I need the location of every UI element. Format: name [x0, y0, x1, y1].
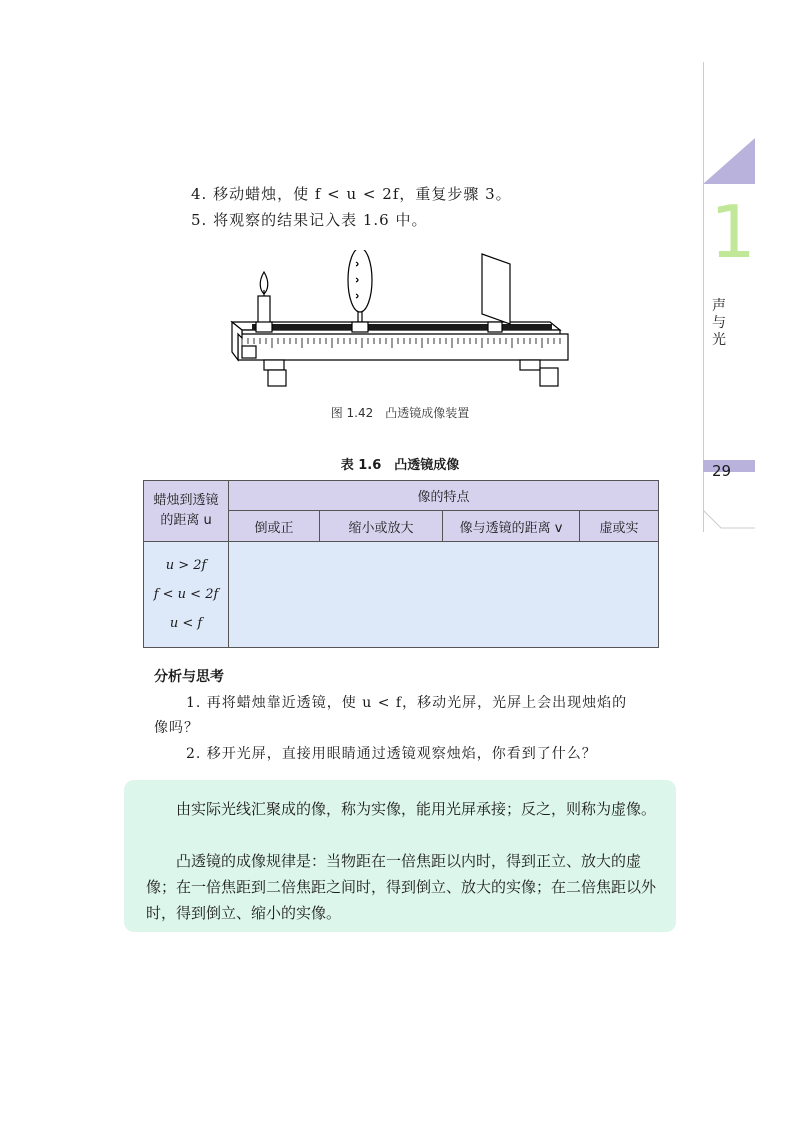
column-header: 像与透镜的距离 v: [443, 511, 580, 542]
row-header-cell: [144, 481, 229, 542]
row-label: u > 2f: [165, 558, 207, 573]
chapter-title: 声与光: [712, 298, 726, 348]
group-header: 像的特点: [229, 481, 659, 511]
figure-caption: 图 1.42 凸透镜成像装置: [330, 406, 470, 420]
optical-bench-figure: [228, 250, 578, 392]
row-header-line1: 蜡烛到透镜: [153, 493, 219, 508]
step-5: 5. 将观察的结果记入表 1.6 中。: [191, 211, 428, 229]
column-header: 虚或实: [580, 511, 659, 542]
page-number: 29: [712, 462, 732, 480]
summary-paragraph-1: 由实际光线汇聚成的像，称为实像，能用光屏承接；反之，则称为虚像。: [176, 800, 657, 818]
summary-box: [124, 780, 676, 932]
table-title: 表 1.6 凸透镜成像: [340, 458, 460, 473]
analysis-title: 分析与思考: [154, 669, 224, 685]
question-2: 2. 移开光屏，直接用眼睛通过透镜观察烛焰，你看到了什么？: [186, 746, 597, 762]
observation-table: [143, 480, 659, 648]
chapter-number: 1: [710, 190, 756, 274]
step-4: 4. 移动蜡烛，使 f < u < 2f，重复步骤 3。: [191, 185, 512, 203]
row-label: f < u < 2f: [153, 587, 219, 602]
row-header-line2: 的距离 u: [160, 513, 212, 528]
answer-area[interactable]: [229, 542, 659, 648]
column-header: 缩小或放大: [320, 511, 443, 542]
question-1-line-2: 像吗？: [154, 720, 199, 736]
summary-paragraph-2: 凸透镜的成像规律是：当物距在一倍焦距以内时，得到正立、放大的虚像；在一倍焦距到二倍焦距之间时，得到倒立、放大的实像；在二倍焦距以外时，得到倒立、缩小的实像。: [146, 852, 657, 922]
question-1-line-1: 1. 再将蜡烛靠近透镜，使 u < f，移动光屏，光屏上会出现烛焰的: [186, 695, 628, 711]
column-header: 倒或正: [229, 511, 320, 542]
row-label: u < f: [169, 616, 203, 631]
row-labels-cell: [144, 542, 229, 648]
